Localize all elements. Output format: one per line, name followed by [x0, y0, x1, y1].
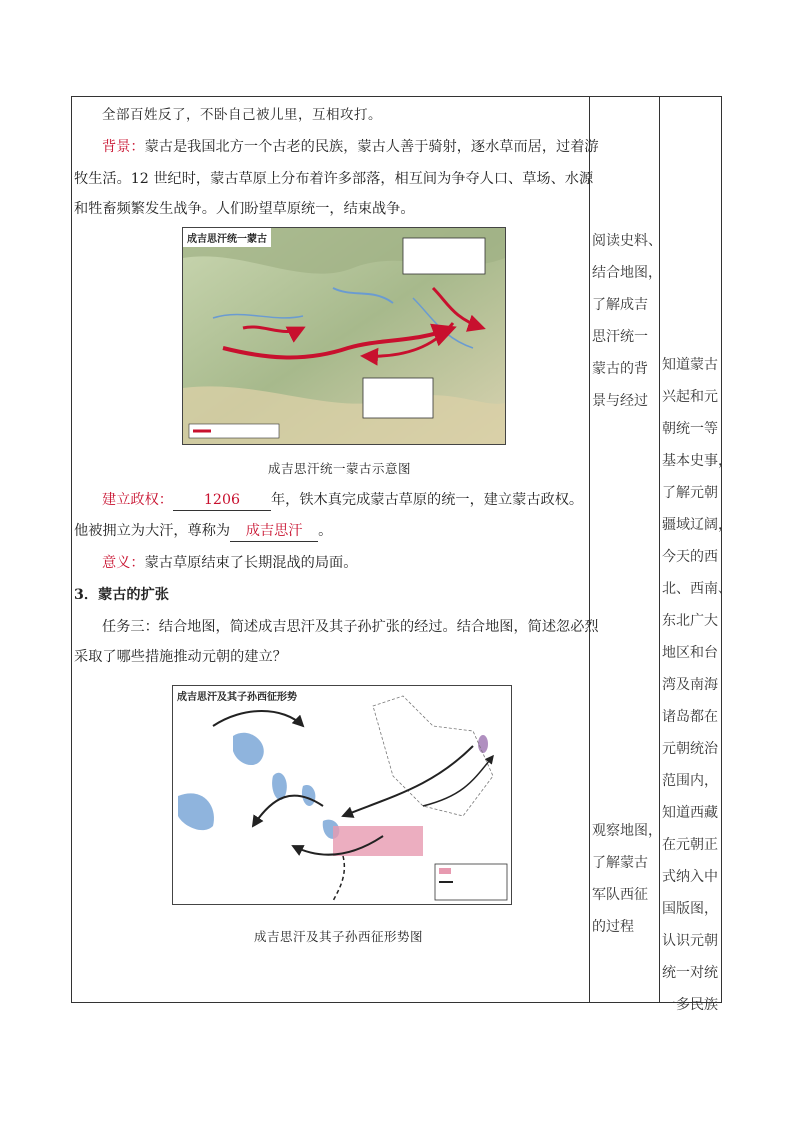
- activity-block-1: [592, 225, 661, 417]
- activity-line: 思汗统一: [592, 329, 648, 345]
- activity-column: [590, 97, 662, 1002]
- establish-line-2: [74, 521, 332, 542]
- establish-text-1: 年，铁木真完成蒙古草原的统一，建立蒙古政权。: [270, 492, 584, 508]
- activity-block-2: [592, 815, 661, 943]
- goal-line: 疆域辽阔，: [662, 517, 732, 533]
- goal-line: 知道西藏: [662, 805, 718, 821]
- background-line-1: [102, 137, 599, 157]
- activity-line: 观察地图，: [592, 823, 662, 839]
- goal-line: 湾及南海: [662, 677, 718, 693]
- significance-text: 蒙古草原结束了长期混战的局面。: [144, 555, 358, 571]
- activity-line: 了解蒙古: [592, 855, 648, 871]
- goal-line: 朝统一等: [662, 421, 718, 437]
- task-line-2: 采取了哪些措施推动元朝的建立？: [74, 649, 287, 665]
- goal-line: 基本史事，: [662, 453, 732, 469]
- goal-line: 地区和台: [662, 645, 718, 661]
- activity-line: 景与经过: [592, 393, 648, 409]
- map-western-expedition: [172, 685, 512, 905]
- background-line-3: 和牲畜频繁发生战争。人们盼望草原统一，结束战争。: [74, 201, 415, 217]
- goal-line: 认识元朝: [662, 933, 718, 949]
- goal-line: 元朝统治: [662, 741, 718, 757]
- map-unify-mongolia: [182, 227, 506, 445]
- activity-line: 军队西征: [592, 887, 648, 903]
- goal-line: 范围内，: [662, 773, 718, 789]
- significance-line: [102, 553, 357, 573]
- quote-line: 全部百姓反了，不卧自己被儿里，互相攻打。: [102, 107, 382, 123]
- goal-line: 诸岛都在: [662, 709, 718, 725]
- main-content-column: [72, 97, 599, 1002]
- establish-line-1: [102, 490, 583, 511]
- map2-caption: 成吉思汗及其子孙西征形势图: [254, 929, 424, 944]
- establish-text-2: 他被拥立为大汗，尊称为: [74, 523, 231, 539]
- establish-title-blank: 成吉思汗: [230, 521, 318, 542]
- background-text-1: 蒙古是我国北方一个古老的民族，蒙古人善于骑射，逐水草而居，过着游: [144, 139, 599, 155]
- map2-title: 成吉思汗及其子孙西征形势: [173, 686, 301, 705]
- map1-caption: 成吉思汗统一蒙古示意图: [268, 461, 412, 476]
- goal-line: 兴起和元: [662, 389, 718, 405]
- map-western-expedition-drawing: [173, 686, 511, 904]
- goal-line: 知道蒙古: [662, 357, 718, 373]
- goal-column: [660, 97, 732, 1013]
- background-label: 背景：: [102, 139, 145, 155]
- goal-line: 东北广大: [662, 613, 718, 629]
- activity-line: 结合地图，: [592, 265, 662, 281]
- goal-line: 一多民族: [662, 997, 718, 1013]
- significance-label: 意义：: [102, 555, 145, 571]
- goal-line: 国版图，: [662, 901, 718, 917]
- section-heading: 3．蒙古的扩张: [74, 587, 169, 603]
- task-line-1: 任务三：结合地图，简述成吉思汗及其子孙扩张的经过。结合地图，简述忽必烈: [102, 619, 599, 635]
- goal-text: [662, 349, 732, 1021]
- activity-line: 的过程: [592, 919, 634, 935]
- goal-line: 统一对统: [662, 965, 718, 981]
- establish-year-blank: 1206: [173, 490, 271, 511]
- goal-line: 今天的西: [662, 549, 718, 565]
- goal-line: 了解元朝: [662, 485, 718, 501]
- lesson-table: [71, 96, 732, 1013]
- background-line-2: 牧生活。12 世纪时，蒙古草原上分布着许多部落，相互间为争夺人口、草场、水源: [74, 171, 594, 187]
- map1-title: 成吉思汗统一蒙古: [183, 228, 271, 247]
- activity-line: 了解成吉: [592, 297, 648, 313]
- goal-line: 式纳入中: [662, 869, 718, 885]
- activity-line: 蒙古的背: [592, 361, 648, 377]
- goal-line: 在元朝正: [662, 837, 718, 853]
- goal-line: 北、西南、: [662, 581, 732, 597]
- establish-label: 建立政权：: [102, 492, 173, 508]
- map-unify-mongolia-drawing: [183, 228, 505, 444]
- activity-line: 阅读史料、: [592, 233, 662, 249]
- establish-end: 。: [318, 523, 333, 539]
